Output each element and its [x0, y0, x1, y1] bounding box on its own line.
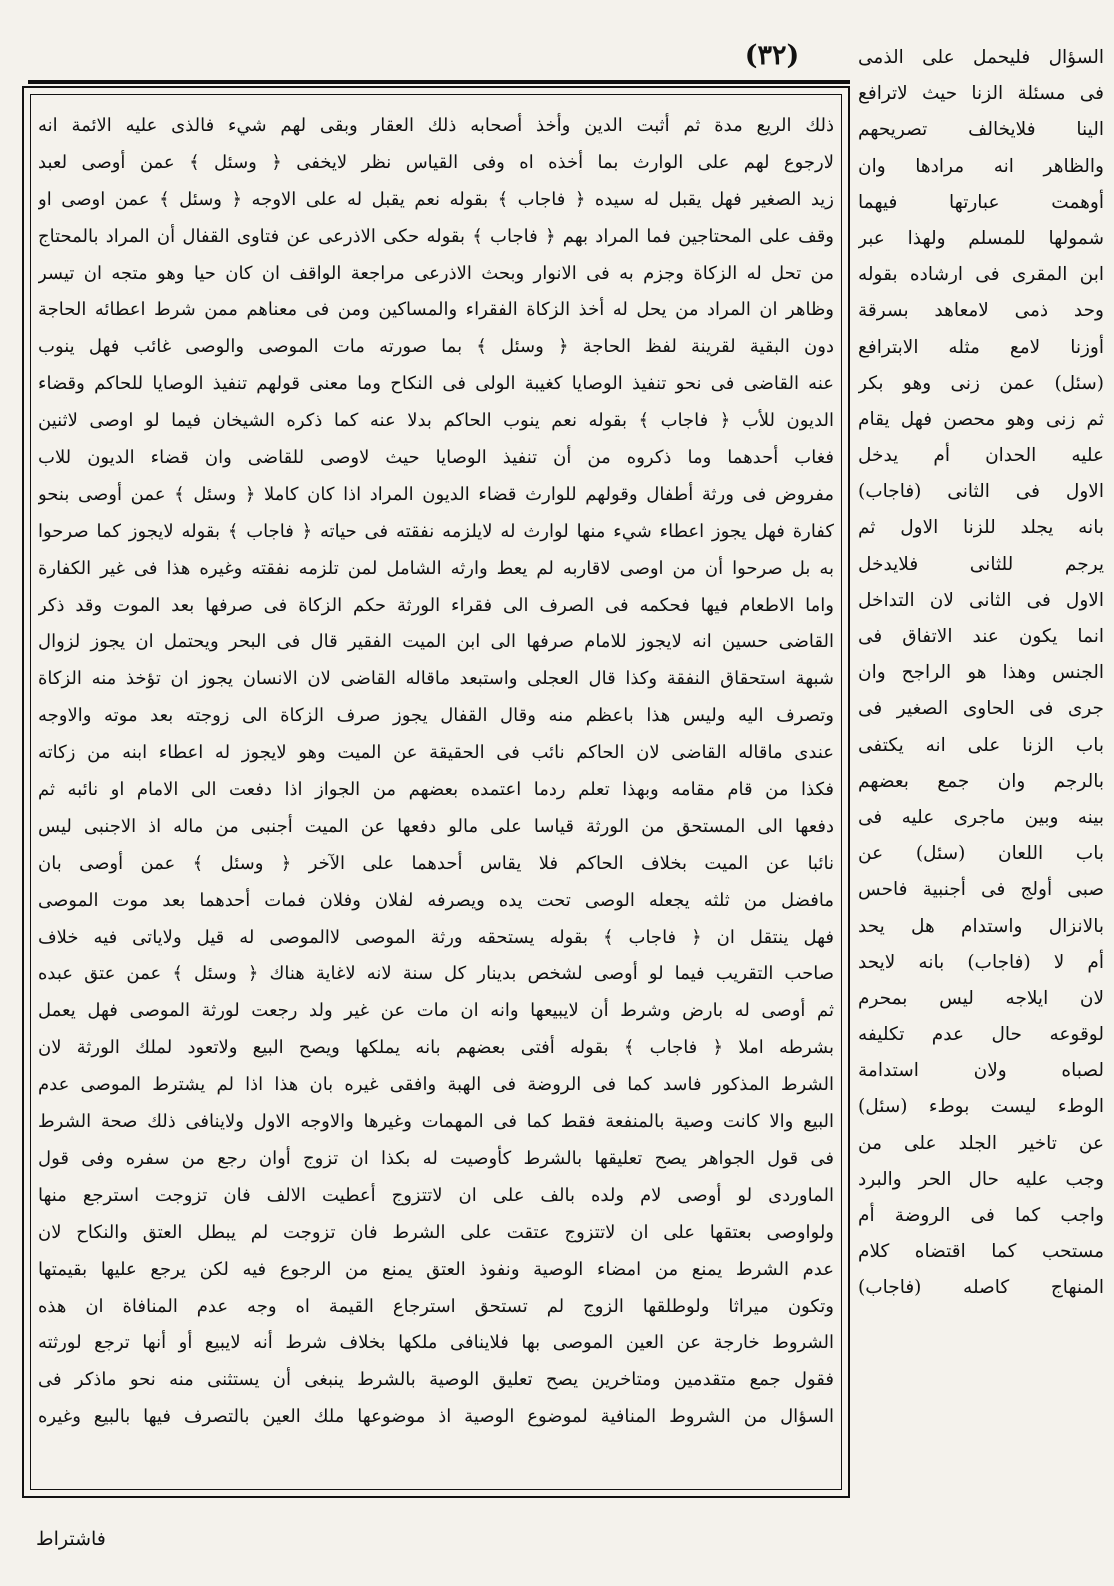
- margin-text-line: السؤال فليحمل على الذمى: [858, 47, 1104, 68]
- margin-text-line: بانه يجلد للزنا الاول ثم: [858, 517, 1104, 539]
- main-text-line: فهل ينتقل ان ﴿ فاجاب ﴾ بقوله يستحقه ورثة الموصى لاالموصى له قيل ولاياتى فيه خلاف: [38, 926, 834, 948]
- margin-text-line: ثم زنى وهو محصن فهل يقام: [858, 408, 1104, 430]
- margin-text-line: أوهمت عبارتها فيهما: [858, 191, 1104, 213]
- main-text-line: صاحب التقريب فيما لو أوصى لشخص بدينار كل سنة لانه لاغاية هناك ﴿ وسئل ﴾ عمن عتق عبده: [38, 963, 834, 985]
- main-text-line: ذلك الريع مدة ثم أثبت الدين وأخذ أصحابه ذلك العقار وبقى لهم شيء فالذى عليه الائمة انه: [38, 115, 834, 136]
- margin-text-line: الجنس وهذا هو الراجح وان: [858, 662, 1104, 684]
- margin-text-line: انما يكون عند الاتفاق فى: [858, 626, 1104, 647]
- margin-text-line: الينا فلايخالف تصريحهم: [858, 119, 1104, 141]
- margin-text-line: بالانزال واستدام هل يحد: [858, 915, 1104, 937]
- margin-text-line: عن تاخير الجلد على من: [858, 1132, 1104, 1154]
- main-text-line: عندى ماقاله القاضى لان الحاكم نائب فى الحقيقة عن الميت وهو لايجوز له اعطاء ابنه من زكاته: [38, 742, 834, 764]
- margin-commentary: [858, 40, 1104, 1460]
- margin-text-line: بالرجم وان جمع بعضهم: [858, 770, 1104, 792]
- margin-text-line: ابن المقرى فى ارشاده بقوله: [858, 264, 1104, 286]
- page-number: (٣٢): [744, 40, 800, 71]
- margin-text-line: صبى أولج فى أجنبية فاحس: [858, 879, 1104, 901]
- margin-text-line: أوزنا لامع مثله الابترافع: [858, 336, 1104, 358]
- main-text-block: [38, 108, 834, 1484]
- main-text-line: عدم الشرط يمنع من امضاء الوصية ونفوذ العتق يمنع من الرجوع فيه لكن يرجع عليها بقيمتها: [38, 1258, 834, 1280]
- main-text-line: وتصرف اليه وليس هذا باعظم منه وقال القفال يجوز صرف الزكاة الى زوجته بعد موته والاوجه: [38, 705, 834, 727]
- main-text-line: الشرط المذكور فاسد كما فى الروضة فى الهبة وافقى غيره بان هذا اذا لم يشترط الموصى عدم: [38, 1074, 834, 1096]
- margin-text-line: بينه وبين ماجرى عليه فى: [858, 806, 1104, 828]
- main-text-line: الماوردى لو أوصى لام ولده بالف على ان لاتتزوج أعطيت الالف فان تزوجت استرجع منها: [38, 1184, 834, 1206]
- margin-text-line: (سئل) عمن زنى وهو بكر: [858, 372, 1104, 394]
- margin-text-line: يرجم للثانى فلايدخل: [858, 553, 1104, 575]
- main-text-line: واما الاطعام فيها فحكمه فى الصرف الى فقراء الورثة حكم الزكاة فى صرفها بعد الموت وقد ذكر: [38, 594, 834, 616]
- margin-text-line: فى مسئلة الزنا حيث لاترافع: [858, 83, 1104, 105]
- margin-text-line: وحد ذمى لامعاهد بسرقة: [858, 300, 1104, 322]
- catchword: فاشتراط: [36, 1528, 106, 1550]
- main-text-line: وتكون ميراثا ولوطلقها الزوج لم تستحق استرجاع القيمة اه وجه عدم المنافاة ان هذه: [38, 1295, 834, 1317]
- main-text-line: الشروط خارجة عن العين الموصى بها فلاينافى ملكها بخلاف شرط أنه لايبيع أو أنها ترجع لورثته: [38, 1332, 834, 1354]
- main-text-line: مفروض فى ورثة أطفال وقولهم للوارث قضاء الديون المراد اذا كان كاملا ﴿ وسئل ﴾ عمن أوصى بنحو: [38, 483, 834, 505]
- margin-text-line: الاول فى الثانى لان التداخل: [858, 589, 1104, 611]
- margin-text-line: أم لا (فاجاب) بانه لايحد: [858, 951, 1104, 973]
- main-text-line: ولواوصى بعتقها على ان لاتتزوج عتقت على الشرط فان تزوجت لم يبطل العتق والنكاح لان: [38, 1221, 834, 1243]
- main-text-line: دون البقية لقرينة لفظ الحاجة ﴿ وسئل ﴾ بما صورته مات الموصى والوصى غائب فهل ينوب: [38, 336, 834, 358]
- margin-text-line: والظاهر انه مرادها وان: [858, 155, 1104, 177]
- margin-text-line: جرى فى الحاوى الصغير فى: [858, 698, 1104, 720]
- margin-text-line: باب الزنا على انه يكتفى: [858, 734, 1104, 756]
- margin-text-line: عليه الحدان أم يدخل: [858, 445, 1104, 467]
- margin-text-line: لوقوعه حال عدم تكليفه: [858, 1024, 1104, 1046]
- main-text-line: عنه القاضى فى نحو تنفيذ الوصايا كغيبة الولى فى النكاح وما معنى قولهم تنفيذ الوصايا للحاكم وقضاء: [38, 373, 834, 395]
- main-text-line: وقف على المحتاجين فما المراد بهم ﴿ فاجاب ﴾ بقوله حكى الاذرعى عن فتاوى القفال أن المراد بالمحتاج: [38, 225, 834, 247]
- main-text-line: دفعها الى المستحق من الورثة قياسا على مالو دفعها عن الميت أجنبى من ماله اذ الاجنبى ليس: [38, 815, 834, 837]
- main-text-line: فغاب أحدهما وما ذكروه من أن تنفيذ الوصايا حيث لاوصى للقاضى وان قضاء الديون للاب: [38, 447, 834, 469]
- main-text-line: لارجوع لهم على الوارث بما أخذه اه وفى القياس نظر لايخفى ﴿ وسئل ﴾ عمن أوصى لعبد: [38, 151, 834, 173]
- main-text-line: من تحل له الزكاة وجزم به فى الانوار وبحث الاذرعى مراجعة الواقف ان كان حيا وهو متجه ان تيسر: [38, 262, 834, 284]
- main-text-line: السؤال من الشروط المنافية لموضوع الوصية اذ موضوعها ملك العين بالتصرف فيها بالبيع وغيره: [38, 1406, 834, 1428]
- margin-text-line: وجب عليه حال الحر والبرد: [858, 1168, 1104, 1190]
- main-text-line: نائبا عن الميت بخلاف الحاكم فلا يقاس أحدهما على الآخر ﴿ وسئل ﴾ عمن أوصى بان: [38, 852, 834, 874]
- main-text-line: فى قول الجواهر يصح تعليقها بالشرط كأوصيت له بكذا ان تزوج أوان رجع من سفره وفى قول: [38, 1147, 834, 1169]
- margin-text-line: الاول فى الثانى (فاجاب): [858, 481, 1104, 503]
- main-text-line: فقول جمع متقدمين ومتاخرين يصح تعليق الوصية بالشرط ينبغى أن يستثنى منه نحو ماذكر فى: [38, 1369, 834, 1391]
- main-text-line: القاضى حسين انه لايجوز للامام صرفها الى ابن الميت الفقير قال فى البحر ويحتمل ان يجوز لزوال: [38, 631, 834, 653]
- margin-text-line: واجب كما فى الروضة أم: [858, 1205, 1104, 1226]
- margin-text-line: الوطء ليست بوطء (سئل): [858, 1096, 1104, 1118]
- main-text-line: كفارة فهل يجوز اعطاء شيء منها لوارث له لايلزمه نفقته فى حياته ﴿ فاجاب ﴾ بقوله لايجوز كما صرحوا: [38, 520, 834, 542]
- main-text-line: به بل صرحوا أن من اوصى لاقاربه لم يعط وارثه الشامل لمن تلزمه نفقته وغيره هذا فى غير الكفارة: [38, 557, 834, 579]
- margin-text-line: باب اللعان (سئل) عن: [858, 843, 1104, 865]
- margin-text-line: المنهاج كاصله (فاجاب): [858, 1277, 1104, 1299]
- main-text-line: الديون للأب ﴿ فاجاب ﴾ بقوله نعم ينوب الحاكم بدلا عنه كما ذكره الشيخان فيما لو اوصى لاثنين: [38, 410, 834, 432]
- main-text-line: البيع والا كانت وصية بالمنفعة فقط كما فى المهمات وغيرها والاوجه الاول ولاينافى ذلك صحة الشرط: [38, 1111, 834, 1133]
- main-text-line: زيد الصغير فهل يقبل له سيده ﴿ فاجاب ﴾ بقوله نعم يقبل له على الاوجه ﴿ وسئل ﴾ عمن اوصى او: [38, 188, 834, 210]
- main-text-line: ثم أوصى له بارض وشرط أن لايبيعها وانه ان مات عن غير ولد رجعت لورثة الموصى فهل يعمل: [38, 1000, 834, 1022]
- main-text-line: شبهة استحقاق النفقة وكذا قال العجلى واستبعد ماقاله القاضى لان الانسان يجوز ان تؤخذ منه الزكاة: [38, 668, 834, 690]
- margin-text-line: مستحب كما اقتضاه كلام: [858, 1241, 1104, 1263]
- main-text-line: مافضل من ثلثه يجعله الوصى تحت يده ويصرفه لفلان وفلان فمات أحدهما بعد موت الموصى: [38, 889, 834, 911]
- margin-text-line: لان ايلاجه ليس بمحرم: [858, 987, 1104, 1009]
- main-text-line: فكذا من قام مقامه وبهذا تعلم ردما اعتمده بعضهم من الجواز اذا دفعت الى الامام او نائبه ثم: [38, 779, 834, 801]
- margin-text-line: شمولها للمسلم ولهذا عبر: [858, 227, 1104, 249]
- margin-text-line: لصباه ولان استدامة: [858, 1060, 1104, 1082]
- main-text-line: بشرطه املا ﴿ فاجاب ﴾ بقوله أفتى بعضهم بانه يملكها ويصح البيع ولاتعود لملك الورثة لان: [38, 1037, 834, 1059]
- header-rule: [28, 80, 850, 84]
- main-text-line: وظاهر ان المراد من يحل له أخذ الزكاة الفقراء والمساكين ومن فى معناهم ممن شرط اعطائه الحاجة: [38, 299, 834, 321]
